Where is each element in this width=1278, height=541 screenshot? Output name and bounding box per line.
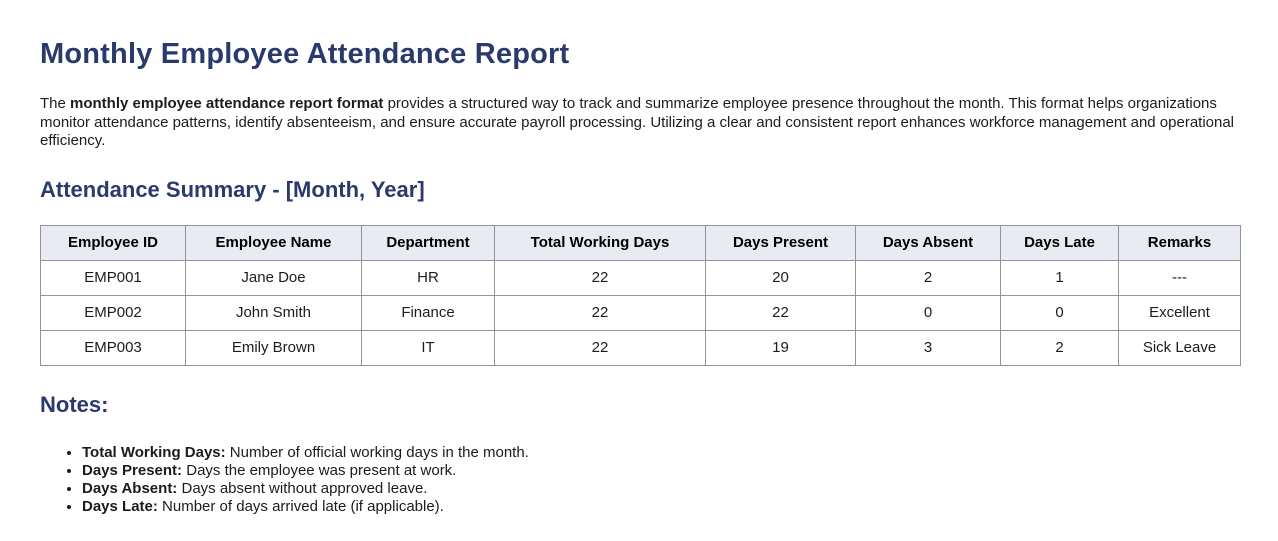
cell-total-working-days: 22 xyxy=(495,295,706,330)
note-item-days-absent xyxy=(82,480,1240,498)
note-item-days-present xyxy=(82,462,1240,480)
note-text: Days the employee was present at work. xyxy=(182,461,457,479)
header-remarks: Remarks xyxy=(1119,225,1241,260)
cell-days-absent: 3 xyxy=(856,330,1001,365)
cell-employee-name: Emily Brown xyxy=(186,330,362,365)
intro-bold-phrase: monthly employee attendance report format xyxy=(70,95,384,112)
table-header-row xyxy=(41,225,1241,260)
page-title: Monthly Employee Attendance Report xyxy=(40,38,570,70)
note-term: Days Late: xyxy=(82,497,158,515)
cell-total-working-days: 22 xyxy=(495,330,706,365)
cell-days-late: 1 xyxy=(1001,260,1119,295)
note-text: Days absent without approved leave. xyxy=(177,479,428,497)
note-text: Number of days arrived late (if applicable). xyxy=(157,497,444,515)
cell-total-working-days: 22 xyxy=(495,260,706,295)
table-row xyxy=(41,295,1241,330)
intro-prefix: The xyxy=(40,95,71,112)
intro-paragraph xyxy=(40,95,1240,151)
cell-remarks: Excellent xyxy=(1119,295,1241,330)
notes-list xyxy=(40,444,1240,516)
cell-days-present: 22 xyxy=(706,295,856,330)
cell-days-late: 2 xyxy=(1001,330,1119,365)
note-item-days-late xyxy=(82,498,1240,516)
cell-employee-name: John Smith xyxy=(186,295,362,330)
note-term: Days Absent: xyxy=(82,479,178,497)
header-days-present: Days Present xyxy=(706,225,856,260)
cell-department: IT xyxy=(362,330,495,365)
cell-employee-id: EMP002 xyxy=(41,295,186,330)
cell-days-absent: 0 xyxy=(856,295,1001,330)
header-employee-id: Employee ID xyxy=(41,225,186,260)
note-term: Total Working Days: xyxy=(82,443,226,461)
cell-days-late: 0 xyxy=(1001,295,1119,330)
header-days-late: Days Late xyxy=(1001,225,1119,260)
report-page xyxy=(0,40,1278,541)
note-item-total-working-days xyxy=(82,444,1240,462)
cell-days-absent: 2 xyxy=(856,260,1001,295)
header-total-working-days: Total Working Days xyxy=(495,225,706,260)
cell-remarks: Sick Leave xyxy=(1119,330,1241,365)
attendance-summary-heading: Attendance Summary - [Month, Year] xyxy=(40,176,425,202)
cell-employee-name: Jane Doe xyxy=(186,260,362,295)
intro-rest: provides a structured way to track and summarize employee presence throughout the month. This format helps organizations monitor attendance patterns, identify absenteeism, and ensure accurate payroll processing. Utilizing a clear and consistent report enhances workforce management and operational efficiency. xyxy=(40,95,1235,149)
table-row xyxy=(41,260,1241,295)
note-term: Days Present: xyxy=(82,461,183,479)
attendance-table xyxy=(40,225,1241,366)
header-days-absent: Days Absent xyxy=(856,225,1001,260)
cell-remarks: --- xyxy=(1119,260,1241,295)
cell-department: Finance xyxy=(362,295,495,330)
header-employee-name: Employee Name xyxy=(186,225,362,260)
cell-days-present: 19 xyxy=(706,330,856,365)
cell-department: HR xyxy=(362,260,495,295)
table-row xyxy=(41,330,1241,365)
cell-employee-id: EMP003 xyxy=(41,330,186,365)
cell-employee-id: EMP001 xyxy=(41,260,186,295)
notes-heading: Notes: xyxy=(40,391,109,417)
note-text: Number of official working days in the month. xyxy=(225,443,529,461)
cell-days-present: 20 xyxy=(706,260,856,295)
header-department: Department xyxy=(362,225,495,260)
